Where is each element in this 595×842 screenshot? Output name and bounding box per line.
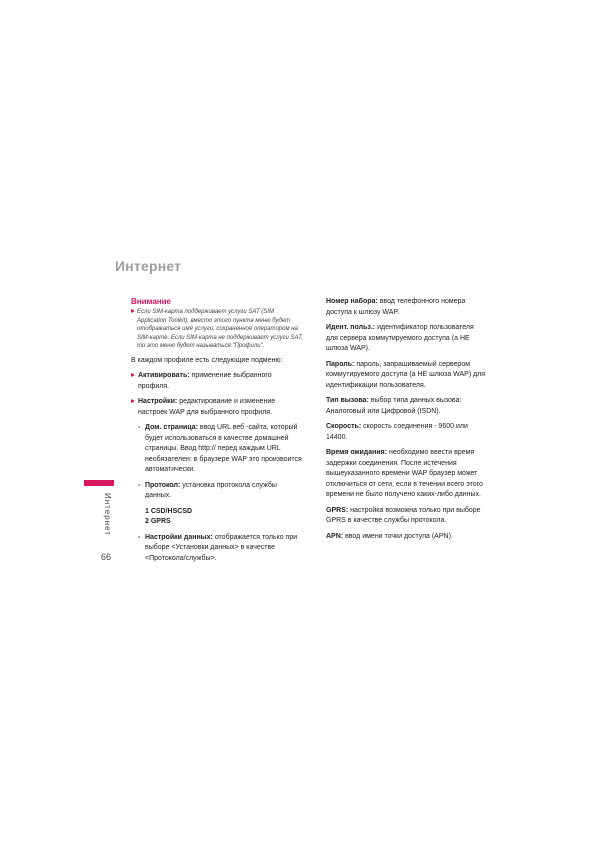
bullet-term: Активировать: [138,372,190,380]
sub-text: отображается только при выборе <Установки данных> в качестве <Протокола/службы>. [145,533,298,562]
caution-note [131,308,303,351]
sub-item [131,423,303,476]
intro-text: В каждом профиле есть следующие подменю: [131,356,283,364]
bullet-text: применение выбранного профиля. [138,372,272,390]
definition-text: выбор типа данных вызова: Аналоговый или Цифровой (ISDN). [326,397,462,415]
definition-text: настройка возможна только при выборе GPRS в качестве службы протокола. [326,506,481,524]
definition-text: ввод имени точки доступа (APN). [343,532,453,540]
protocol-options [131,507,303,528]
sub-text: установка протокола службы данных. [145,481,277,500]
dash-marker: - [138,481,141,489]
definition-term: GPRS: [326,506,349,514]
caution-title: Внимание [131,297,171,306]
definition-item [326,323,486,355]
bullet-term: Настройки: [138,398,178,406]
bullet-item [131,371,303,392]
right-column [326,297,486,547]
definition-term: Идент. польз.: [326,324,376,331]
definition-item [326,506,486,527]
section-title: Интернет [115,258,182,274]
triangle-bullet-icon [131,399,135,403]
sub-item [131,533,303,565]
sub-term: Настройки данных: [145,533,213,541]
definition-item [326,448,486,501]
definition-text: необходимо ввести время задержки соединения. После истечения вышеуказанного времени WAP браузер может отключиться от сети, если в течении всего этого времени не было получено каких-либо данных. [326,449,483,498]
caution-text: Если SIM-карта поддерживает услуги SAT (SIM Application Toolkit), вместо этого пункта меню будет отображаться имя услуги, сохраненное оператором на SIM-карте. Если SIM-карта не поддерживает услуги SAT, то это меню будет называться "Профили". [137,309,303,350]
definition-term: Скорость: [326,423,362,430]
definition-item [326,360,486,392]
sub-term: Дом. страница: [145,424,198,432]
triangle-bullet-icon [131,309,135,313]
definition-term: Номер набора: [326,298,378,305]
side-section-label: Интернет [103,493,112,536]
protocol-option: 2 GPRS [145,518,171,526]
definition-text: ввод телефонного номера доступа к шлюзу WAP. [326,298,466,316]
definition-text: идентификатор пользователя для сервера коммутируемого доступа (а НЕ шлюза WAP). [326,324,474,352]
definition-term: Время ожидания: [326,449,388,456]
page-number: 66 [101,552,112,562]
definition-term: Тип вызова: [326,397,369,404]
triangle-bullet-icon [131,373,135,377]
definition-item [326,396,486,417]
definition-text: скорость соединения - 9600 или 14400. [326,423,468,441]
definition-item [326,532,486,543]
sub-term: Протокол: [145,481,181,489]
side-tab-marker [84,480,114,486]
left-column [131,297,303,569]
protocol-option: 1 CSD/HSCSD [145,507,193,515]
dash-marker: - [138,533,141,541]
bullet-item [131,397,303,418]
definition-text: пароль, запрашиваемый сервером коммутируемого доступа (а НЕ шлюза WAP) для идентификации пользователя. [326,360,486,389]
definition-item [326,297,486,318]
definition-term: APN: [326,532,344,540]
sub-item [131,481,303,502]
bullet-text: редактирование и изменение настроек WAP для выбранного профиля. [138,398,276,416]
definition-term: Пароль: [326,360,355,368]
dash-marker: - [138,424,141,432]
definition-item [326,422,486,443]
sub-text: ввод URL веб -сайта, который будет использоваться в качестве домашней страницы. Ввод http:// перед каждым URL необязателен: в браузере WAP это произвоится автоматически. [145,424,302,474]
